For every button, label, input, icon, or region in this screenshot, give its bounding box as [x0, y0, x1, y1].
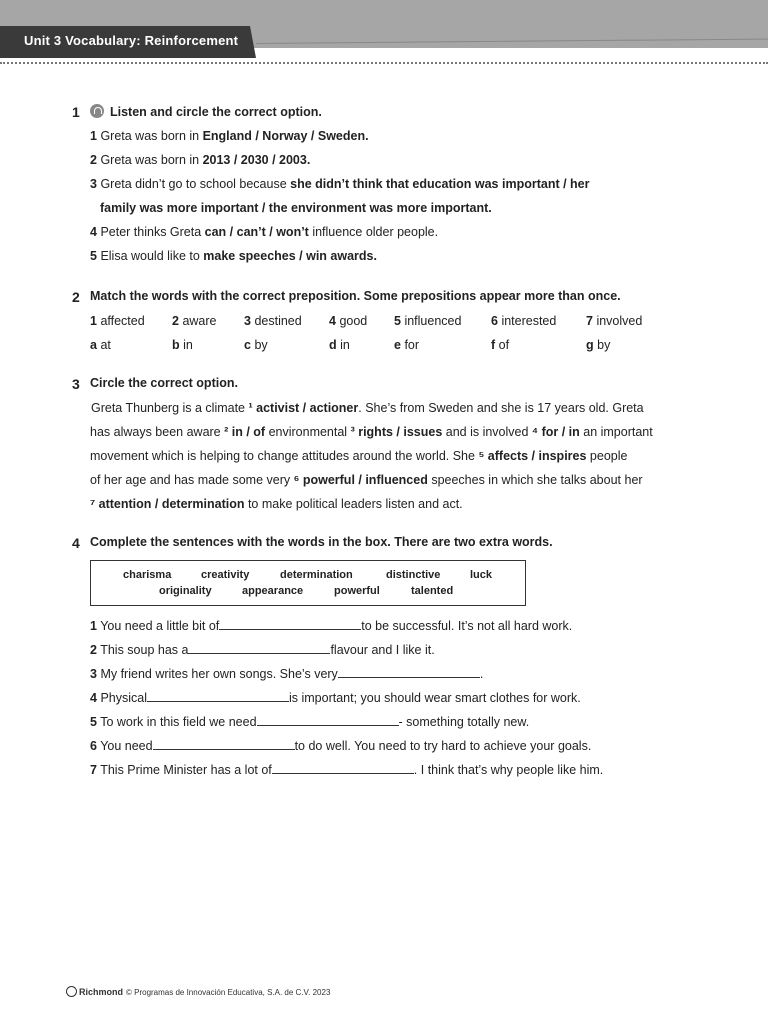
- box-word: creativity: [201, 569, 250, 581]
- answer-blank[interactable]: [257, 714, 399, 726]
- answer-blank[interactable]: [272, 762, 414, 774]
- question-line: 4 Peter thinks Greta can / can’t / won’t influence older people.: [90, 225, 439, 239]
- exercise-instruction: Circle the correct option.: [90, 376, 238, 390]
- question-line: 3 Greta didn’t go to school because she didn’t think that education was important / her: [90, 177, 590, 191]
- page-title: Unit 3 Vocabulary: Reinforcement: [24, 33, 239, 48]
- exercise-number: 1: [72, 104, 80, 120]
- preposition-item: e for: [394, 338, 420, 352]
- paragraph-line: Greta Thunberg is a climate ¹ activist / actioner. She’s from Sweden and she is 17 years old. Greta: [91, 401, 644, 415]
- exercise-number: 3: [72, 376, 80, 392]
- sentence-line: 1 You need a little bit of to be successful. It’s not all hard work.: [90, 619, 573, 633]
- copyright-text: © Programas de Innovación Educativa, S.A. de C.V. 2023: [126, 988, 331, 997]
- exercise-2: [72, 289, 712, 359]
- box-word: luck: [470, 569, 493, 581]
- answer-blank[interactable]: [219, 618, 361, 630]
- word-item: 7 involved: [586, 314, 643, 328]
- exercise-4-sentences: [72, 618, 712, 788]
- sentence-line: 3 My friend writes her own songs. She’s very .: [90, 667, 484, 681]
- question-line: 5 Elisa would like to make speeches / win awards.: [90, 249, 377, 263]
- word-item: 5 influenced: [394, 314, 462, 328]
- word-item: 3 destined: [244, 314, 302, 328]
- sentence-line: 4 Physical is important; you should wear smart clothes for work.: [90, 691, 581, 705]
- paragraph-line: of her age and has made some very ⁶ powerful / influenced speeches in which she talks about her: [90, 473, 643, 487]
- exercise-number: 4: [72, 535, 80, 551]
- question-line: 2 Greta was born in 2013 / 2030 / 2003.: [90, 153, 311, 167]
- exercise-3: [72, 376, 712, 516]
- answer-blank[interactable]: [147, 690, 289, 702]
- richmond-logo-icon: [66, 986, 77, 997]
- sentence-line: 6 You need to do well. You need to try hard to achieve your goals.: [90, 739, 592, 753]
- word-item: 1 affected: [90, 314, 145, 328]
- audio-icon[interactable]: [90, 104, 104, 118]
- preposition-item: a at: [90, 338, 111, 352]
- paragraph-line: ⁷ attention / determination to make political leaders listen and act.: [90, 497, 463, 511]
- word-box: [90, 560, 526, 606]
- exercise-instruction: Complete the sentences with the words in the box. There are two extra words.: [90, 535, 553, 549]
- sentence-line: 7 This Prime Minister has a lot of . I think that’s why people like him.: [90, 763, 604, 777]
- word-item: 4 good: [329, 314, 368, 328]
- dotted-divider: [0, 62, 768, 64]
- exercise-instruction: Listen and circle the correct option.: [90, 104, 322, 119]
- box-word: powerful: [334, 585, 380, 597]
- answer-blank[interactable]: [338, 666, 480, 678]
- paragraph-line: movement which is helping to change attitudes around the world. She ⁵ affects / inspires people: [90, 449, 628, 463]
- exercise-1: [72, 104, 712, 269]
- preposition-item: d in: [329, 338, 350, 352]
- preposition-item: c by: [244, 338, 268, 352]
- word-item: 2 aware: [172, 314, 217, 328]
- preposition-item: f of: [491, 338, 510, 352]
- answer-blank[interactable]: [188, 642, 330, 654]
- exercise-instruction: Match the words with the correct preposition. Some prepositions appear more than once.: [90, 289, 621, 303]
- question-line-continued: family was more important / the environment was more important.: [100, 201, 492, 215]
- sentence-line: 5 To work in this field we need - something totally new.: [90, 715, 530, 729]
- box-word: originality: [159, 585, 212, 597]
- box-word: determination: [280, 569, 353, 581]
- answer-blank[interactable]: [153, 738, 295, 750]
- box-word: charisma: [123, 569, 172, 581]
- exercise-4: [72, 535, 712, 555]
- preposition-item: b in: [172, 338, 193, 352]
- footer: [66, 986, 330, 997]
- paragraph-line: has always been aware ² in / of environmental ³ rights / issues and is involved ⁴ for / in an important: [90, 425, 653, 439]
- box-word: appearance: [242, 585, 304, 597]
- exercise-number: 2: [72, 289, 80, 305]
- question-line: 1 Greta was born in England / Norway / Sweden.: [90, 129, 369, 143]
- preposition-item: g by: [586, 338, 611, 352]
- box-word: talented: [411, 585, 454, 597]
- word-item: 6 interested: [491, 314, 557, 328]
- box-word: distinctive: [386, 569, 441, 581]
- brand-name: Richmond: [79, 987, 123, 997]
- sentence-line: 2 This soup has a flavour and I like it.: [90, 643, 435, 657]
